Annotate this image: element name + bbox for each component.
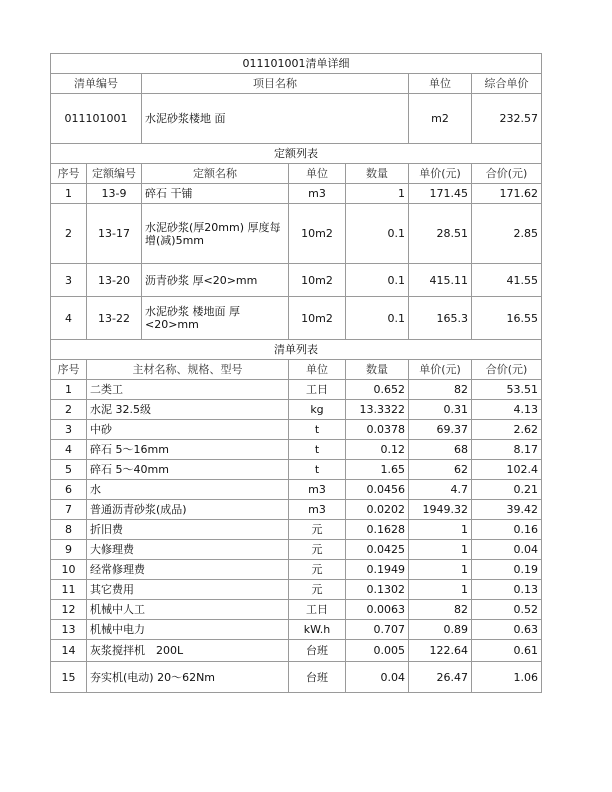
material-total: 0.63 [472, 620, 542, 640]
material-unit: 工日 [289, 380, 346, 400]
material-unit-price: 1949.32 [409, 500, 472, 520]
quota-unit: 10m2 [289, 264, 346, 297]
material-total: 4.13 [472, 400, 542, 420]
material-unit-price: 1 [409, 520, 472, 540]
item-name: 水泥砂浆楼地 面 [142, 94, 409, 144]
material-name: 普通沥青砂浆(成品) [87, 500, 289, 520]
material-unit: 元 [289, 520, 346, 540]
quota-name: 水泥砂浆(厚20mm) 厚度每增(减)5mm [142, 204, 289, 264]
material-unit: 元 [289, 580, 346, 600]
item-unit-header: 单位 [409, 74, 472, 94]
material-unit: kW.h [289, 620, 346, 640]
material-qty: 0.0378 [346, 420, 409, 440]
material-row [51, 380, 542, 400]
material-qty: 0.0063 [346, 600, 409, 620]
material-unit-price: 0.31 [409, 400, 472, 420]
material-name: 夯实机(电动) 20～62Nm [87, 662, 289, 693]
material-unit: m3 [289, 500, 346, 520]
material-name: 折旧费 [87, 520, 289, 540]
quota-qty-header: 数量 [346, 164, 409, 184]
material-seq: 2 [51, 400, 87, 420]
material-name: 中砂 [87, 420, 289, 440]
material-qty: 0.1949 [346, 560, 409, 580]
quota-unit-header: 单位 [289, 164, 346, 184]
quota-code: 13-9 [87, 184, 142, 204]
item-code: 011101001 [51, 94, 142, 144]
material-total: 53.51 [472, 380, 542, 400]
quota-code: 13-22 [87, 297, 142, 340]
material-qty: 13.3322 [346, 400, 409, 420]
quota-unit: m3 [289, 184, 346, 204]
material-row [51, 620, 542, 640]
material-seq: 3 [51, 420, 87, 440]
material-unit-price: 82 [409, 600, 472, 620]
item-unit: m2 [409, 94, 472, 144]
material-row [51, 420, 542, 440]
quota-seq: 3 [51, 264, 87, 297]
material-qty: 0.04 [346, 662, 409, 693]
material-unit: t [289, 420, 346, 440]
material-seq-header: 序号 [51, 360, 87, 380]
material-qty: 0.1628 [346, 520, 409, 540]
material-row [51, 480, 542, 500]
material-name: 碎石 5～40mm [87, 460, 289, 480]
material-total: 39.42 [472, 500, 542, 520]
material-total: 0.61 [472, 640, 542, 662]
material-total: 0.19 [472, 560, 542, 580]
material-seq: 7 [51, 500, 87, 520]
material-name: 机械中人工 [87, 600, 289, 620]
material-seq: 8 [51, 520, 87, 540]
quota-qty: 0.1 [346, 264, 409, 297]
quota-seq: 2 [51, 204, 87, 264]
material-total: 8.17 [472, 440, 542, 460]
material-unit-header: 单位 [289, 360, 346, 380]
item-code-header: 清单编号 [51, 74, 142, 94]
material-total: 0.21 [472, 480, 542, 500]
material-row [51, 500, 542, 520]
quota-total-header: 合价(元) [472, 164, 542, 184]
material-total: 0.13 [472, 580, 542, 600]
material-seq: 10 [51, 560, 87, 580]
item-price-header: 综合单价 [472, 74, 542, 94]
material-unit: t [289, 440, 346, 460]
quota-qty: 0.1 [346, 204, 409, 264]
material-seq: 5 [51, 460, 87, 480]
material-unit-price: 68 [409, 440, 472, 460]
item-name-header: 项目名称 [142, 74, 409, 94]
quota-unit-price: 171.45 [409, 184, 472, 204]
bill-detail-table [50, 53, 542, 693]
quota-row [51, 264, 542, 297]
material-unit-price: 0.89 [409, 620, 472, 640]
sheet-title: 011101001清单详细 [51, 54, 542, 74]
quota-name: 沥青砂浆 厚<20>mm [142, 264, 289, 297]
material-row [51, 600, 542, 620]
quota-seq: 4 [51, 297, 87, 340]
material-unit-price: 26.47 [409, 662, 472, 693]
material-seq: 11 [51, 580, 87, 600]
material-qty: 0.0202 [346, 500, 409, 520]
material-name: 机械中电力 [87, 620, 289, 640]
quota-total: 16.55 [472, 297, 542, 340]
material-seq: 1 [51, 380, 87, 400]
material-total: 0.16 [472, 520, 542, 540]
material-total: 102.4 [472, 460, 542, 480]
quota-code: 13-20 [87, 264, 142, 297]
material-qty: 0.005 [346, 640, 409, 662]
quota-unit-price: 28.51 [409, 204, 472, 264]
quota-total: 2.85 [472, 204, 542, 264]
quota-unit-price-header: 单价(元) [409, 164, 472, 184]
material-unit: 元 [289, 540, 346, 560]
material-row [51, 580, 542, 600]
material-qty: 0.1302 [346, 580, 409, 600]
quota-name-header: 定额名称 [142, 164, 289, 184]
material-seq: 13 [51, 620, 87, 640]
quota-total: 171.62 [472, 184, 542, 204]
material-name: 水泥 32.5级 [87, 400, 289, 420]
material-unit: t [289, 460, 346, 480]
quota-unit-price: 165.3 [409, 297, 472, 340]
quota-code: 13-17 [87, 204, 142, 264]
material-unit-price: 82 [409, 380, 472, 400]
material-name: 水 [87, 480, 289, 500]
quota-qty: 1 [346, 184, 409, 204]
material-row [51, 520, 542, 540]
material-total: 0.52 [472, 600, 542, 620]
material-row [51, 400, 542, 420]
quota-seq: 1 [51, 184, 87, 204]
material-seq: 15 [51, 662, 87, 693]
material-unit-price-header: 单价(元) [409, 360, 472, 380]
quota-section-title: 定额列表 [51, 144, 542, 164]
quota-unit-price: 415.11 [409, 264, 472, 297]
material-unit-price: 122.64 [409, 640, 472, 662]
material-seq: 9 [51, 540, 87, 560]
material-seq: 12 [51, 600, 87, 620]
material-name: 灰浆搅拌机 200L [87, 640, 289, 662]
quota-row [51, 184, 542, 204]
material-unit: kg [289, 400, 346, 420]
material-unit-price: 1 [409, 540, 472, 560]
material-qty: 0.0456 [346, 480, 409, 500]
material-unit: 元 [289, 560, 346, 580]
material-unit: m3 [289, 480, 346, 500]
material-name: 经常修理费 [87, 560, 289, 580]
material-qty: 1.65 [346, 460, 409, 480]
quota-seq-header: 序号 [51, 164, 87, 184]
quota-qty: 0.1 [346, 297, 409, 340]
material-unit-price: 4.7 [409, 480, 472, 500]
quota-code-header: 定额编号 [87, 164, 142, 184]
material-row [51, 440, 542, 460]
material-seq: 4 [51, 440, 87, 460]
material-row [51, 540, 542, 560]
material-row [51, 640, 542, 662]
quota-total: 41.55 [472, 264, 542, 297]
material-unit-price: 62 [409, 460, 472, 480]
material-qty: 0.0425 [346, 540, 409, 560]
material-section-title: 清单列表 [51, 340, 542, 360]
material-total: 1.06 [472, 662, 542, 693]
material-total-header: 合价(元) [472, 360, 542, 380]
item-price: 232.57 [472, 94, 542, 144]
material-qty-header: 数量 [346, 360, 409, 380]
quota-unit: 10m2 [289, 297, 346, 340]
material-unit: 工日 [289, 600, 346, 620]
material-seq: 6 [51, 480, 87, 500]
material-unit-price: 1 [409, 560, 472, 580]
material-seq: 14 [51, 640, 87, 662]
quota-unit: 10m2 [289, 204, 346, 264]
material-name: 大修理费 [87, 540, 289, 560]
material-qty: 0.652 [346, 380, 409, 400]
quota-name: 水泥砂浆 楼地面 厚<20>mm [142, 297, 289, 340]
material-name: 其它费用 [87, 580, 289, 600]
material-total: 0.04 [472, 540, 542, 560]
material-name: 二类工 [87, 380, 289, 400]
quota-row [51, 204, 542, 264]
material-unit: 台班 [289, 662, 346, 693]
material-qty: 0.12 [346, 440, 409, 460]
quota-row [51, 297, 542, 340]
material-name-header: 主材名称、规格、型号 [87, 360, 289, 380]
material-qty: 0.707 [346, 620, 409, 640]
material-name: 碎石 5～16mm [87, 440, 289, 460]
material-unit-price: 69.37 [409, 420, 472, 440]
material-row [51, 662, 542, 693]
material-unit: 台班 [289, 640, 346, 662]
quota-name: 碎石 干铺 [142, 184, 289, 204]
material-total: 2.62 [472, 420, 542, 440]
material-row [51, 560, 542, 580]
material-unit-price: 1 [409, 580, 472, 600]
material-row [51, 460, 542, 480]
